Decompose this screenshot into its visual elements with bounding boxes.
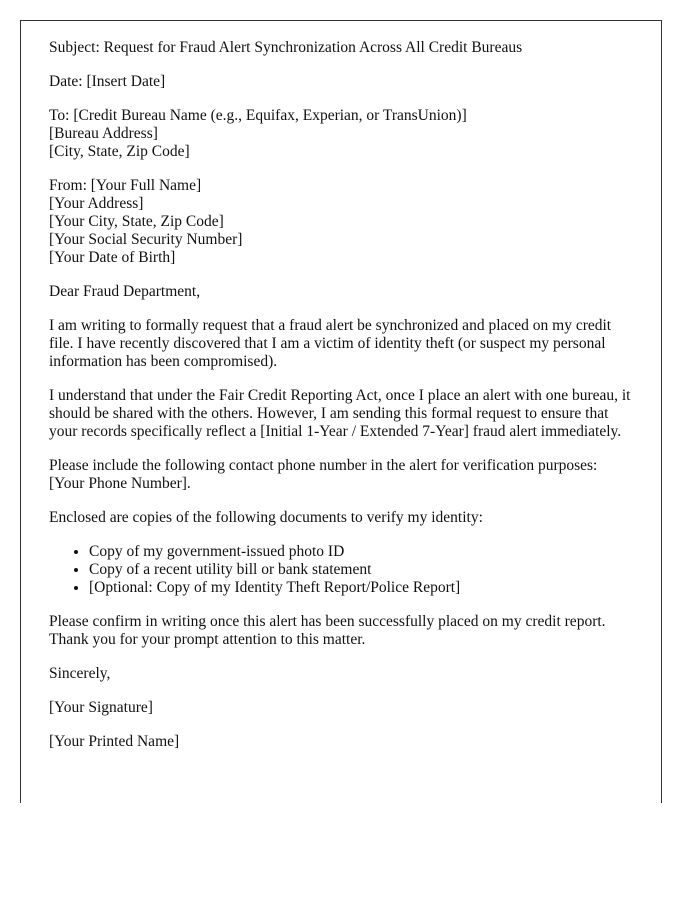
body-paragraph-enclosures-intro: Enclosed are copies of the following documents to verify my identity: bbox=[49, 509, 483, 526]
salutation: Dear Fraud Department, bbox=[49, 283, 201, 300]
recipient-address: [Bureau Address] bbox=[49, 125, 158, 142]
closing-paragraph: Please confirm in writing once this alert has been successfully placed on my credit report. Thank you for your prompt attention to this matter. bbox=[49, 613, 606, 648]
body-paragraph-request: I am writing to formally request that a fraud alert be synchronized and placed on my credit file. I have recently discovered that I am a victim of identity theft (or suspect my personal information has been compromised). bbox=[49, 317, 612, 370]
sender-city-state-zip: [Your City, State, Zip Code] bbox=[49, 213, 224, 230]
sender-dob: [Your Date of Birth] bbox=[49, 249, 176, 266]
subject-line: Subject: Request for Fraud Alert Synchronization Across All Credit Bureaus bbox=[49, 39, 523, 56]
sender-address: [Your Address] bbox=[49, 195, 144, 212]
date-line: Date: [Insert Date] bbox=[49, 73, 166, 90]
enclosures-list bbox=[49, 543, 633, 597]
body-paragraph-fcra: I understand that under the Fair Credit Reporting Act, once I place an alert with one bureau, it should be shared with the others. However, I am sending this formal request to ensure that your records specifically reflect a [Initial 1-Year / Extended 7-Year] fraud alert immediately. bbox=[49, 387, 631, 440]
body-paragraph-phone: Please include the following contact phone number in the alert for verification purposes: [Your Phone Number]. bbox=[49, 457, 598, 492]
recipient-block bbox=[49, 107, 633, 161]
sender-name: From: [Your Full Name] bbox=[49, 177, 202, 194]
signature-line: [Your Signature] bbox=[49, 699, 153, 716]
enclosure-item: • [Optional: Copy of my Identity Theft Report/Police Report] bbox=[89, 579, 633, 597]
sender-ssn: [Your Social Security Number] bbox=[49, 231, 243, 248]
sender-block bbox=[49, 177, 633, 267]
enclosure-item: • Copy of my government-issued photo ID bbox=[89, 543, 633, 561]
printed-name-line: [Your Printed Name] bbox=[49, 733, 180, 750]
closing: Sincerely, bbox=[49, 665, 111, 682]
enclosure-item: • Copy of a recent utility bill or bank statement bbox=[89, 561, 633, 579]
recipient-name: To: [Credit Bureau Name (e.g., Equifax, Experian, or TransUnion)] bbox=[49, 107, 467, 124]
letter-document bbox=[20, 20, 662, 803]
recipient-city-state-zip: [City, State, Zip Code] bbox=[49, 143, 190, 160]
